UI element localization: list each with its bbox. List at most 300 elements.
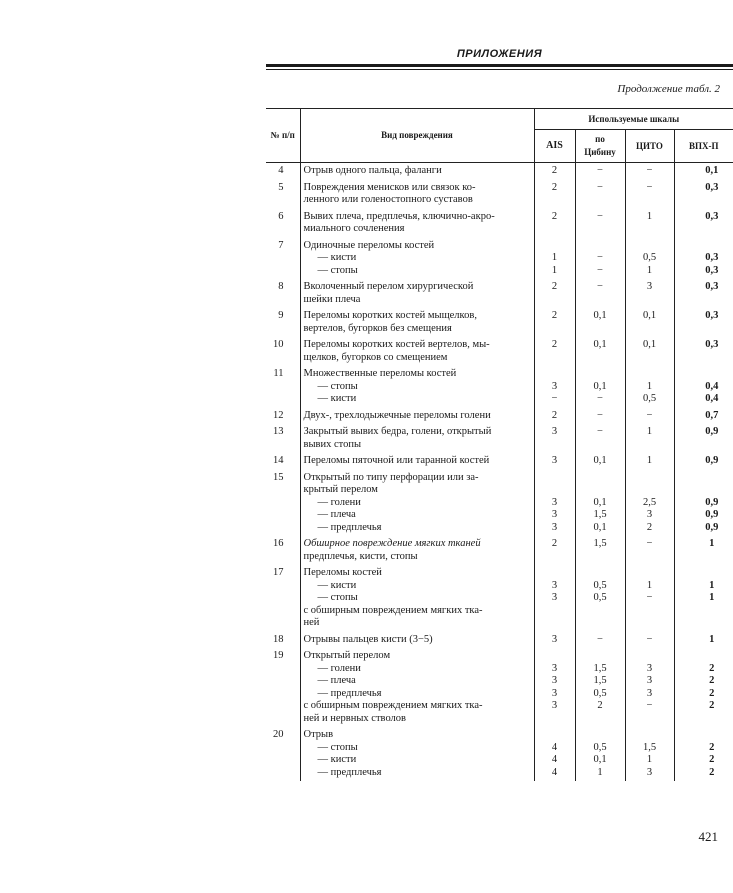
tsito-value: 3	[646, 662, 653, 674]
ais-value: 3	[551, 496, 558, 508]
description-line: щелков, бугорков со смещением	[303, 351, 448, 363]
description-line: Переломы костей	[303, 567, 382, 578]
tsibin-value-cell	[575, 279, 625, 308]
tsito-value-cell	[625, 408, 674, 425]
table-row	[266, 632, 733, 649]
vph-value: 0,7	[705, 409, 719, 421]
tsito-value-cell	[625, 727, 674, 781]
tsito-value	[626, 567, 674, 580]
ais-value-cell	[534, 648, 575, 727]
description-line: крытый перелом	[303, 484, 378, 495]
tsibin-value-cell	[575, 727, 625, 781]
row-number: 5	[278, 181, 284, 193]
tsito-value: −	[646, 165, 653, 176]
vph-value-cell	[674, 632, 733, 649]
vph-value: 0,3	[705, 252, 719, 263]
ais-value: 1	[551, 252, 558, 263]
tsito-value: 3	[646, 509, 653, 520]
injury-description	[300, 453, 534, 470]
ais-value: 3	[551, 579, 558, 591]
ais-value-cell	[534, 470, 575, 537]
tsibin-value: 0,1	[593, 380, 607, 392]
vph-value: 1	[709, 579, 715, 591]
description-line: Вколоченный перелом хирургической	[303, 281, 474, 292]
table-row	[266, 308, 733, 337]
table-row	[266, 727, 733, 781]
tsito-value: 3	[646, 281, 653, 292]
tsibin-value: −	[597, 426, 603, 437]
description-line: — предплечья	[317, 766, 382, 778]
tsito-value: 1,5	[642, 741, 657, 753]
description-line: Обширное повреждение мягких тканей	[303, 538, 481, 549]
table-row	[266, 163, 733, 180]
injury-description	[300, 337, 534, 366]
tsito-value-cell	[625, 648, 674, 727]
tsito-value: −	[646, 592, 653, 603]
tsibin-value	[576, 472, 625, 485]
tsito-value: 3	[646, 766, 653, 778]
tsibin-value	[576, 650, 625, 663]
table-row	[266, 565, 733, 632]
tsibin-value: 0,1	[593, 339, 607, 350]
tsibin-value: 1,5	[593, 662, 607, 674]
tsito-value-cell	[625, 366, 674, 408]
tsito-value-cell	[625, 308, 674, 337]
tsito-value: 2	[646, 521, 653, 533]
description-line: — стопы	[317, 741, 358, 753]
description-line: вертелов, бугорков без смещения	[303, 322, 452, 334]
vph-value-cell	[674, 180, 733, 209]
tsibin-value: −	[597, 409, 603, 421]
tsito-value: 1	[646, 264, 653, 276]
tsito-value	[626, 729, 674, 742]
ais-value	[535, 567, 575, 580]
ais-value: 2	[551, 281, 558, 292]
vph-value: 2	[709, 675, 715, 686]
ais-value-cell	[534, 632, 575, 649]
row-number: 13	[273, 426, 284, 437]
tsito-value	[626, 484, 674, 497]
tsito-value: 0,5	[642, 393, 657, 404]
tsibin-value-cell	[575, 453, 625, 470]
tsibin-value	[576, 567, 625, 580]
header-number: № п/п	[266, 109, 300, 163]
tsibin-value-cell	[575, 337, 625, 366]
table-row	[266, 337, 733, 366]
ais-value-cell	[534, 308, 575, 337]
header-rule-thin	[266, 69, 733, 70]
vph-value	[691, 472, 733, 485]
description-line: ленного или голеностопного суставов	[303, 194, 473, 205]
tsibin-value: −	[597, 393, 603, 404]
vph-value	[691, 729, 733, 742]
injury-description	[300, 366, 534, 408]
ais-value-cell	[534, 238, 575, 280]
header-vph: ВПХ-П	[674, 130, 733, 163]
tsito-value-cell	[625, 632, 674, 649]
header-ais: AIS	[534, 130, 575, 163]
tsito-value: 0,5	[642, 252, 657, 263]
description-line: Повреждения менисков или связок ко-	[303, 181, 476, 193]
description-line: — плеча	[317, 509, 356, 520]
tsibin-value: −	[597, 165, 603, 176]
tsibin-value-cell	[575, 565, 625, 632]
tsibin-value-cell	[575, 163, 625, 180]
description-line: Вывих плеча, предплечья, ключично-акро-	[303, 210, 495, 222]
ais-value	[535, 650, 575, 663]
tsibin-value: −	[597, 181, 603, 193]
description-line: Отрывы пальцев кисти (3−5)	[303, 633, 433, 645]
tsibin-value: 0,1	[593, 496, 607, 508]
injury-description	[300, 408, 534, 425]
ais-value: 2	[551, 165, 558, 176]
tsito-value: 0,1	[642, 339, 657, 350]
description-line: — кисти	[317, 754, 357, 765]
description-line: — голени	[317, 496, 361, 508]
vph-value	[691, 240, 733, 253]
vph-value: 0,9	[705, 521, 719, 533]
tsibin-value-cell	[575, 238, 625, 280]
tsito-value-cell	[625, 424, 674, 453]
vph-value: 2	[709, 662, 715, 674]
vph-value: 0,3	[705, 264, 719, 276]
description-line: Отрыв одного пальца, фаланги	[303, 165, 442, 176]
table-row	[266, 180, 733, 209]
vph-value: 0,9	[705, 426, 719, 437]
tsito-value-cell	[625, 536, 674, 565]
injury-description	[300, 565, 534, 632]
injury-description	[300, 727, 534, 781]
ais-value	[535, 368, 575, 381]
tsibin-value-cell	[575, 470, 625, 537]
page-number: 421	[698, 829, 718, 844]
tsibin-value: 1,5	[593, 509, 607, 520]
description-line: миального сочленения	[303, 223, 405, 234]
ais-value-cell	[534, 424, 575, 453]
description-line: — голени	[317, 662, 361, 674]
description-line: Переломы пяточной или таранной костей	[303, 455, 490, 466]
ais-value: 3	[551, 509, 558, 520]
header-rule-thick	[266, 64, 733, 67]
header-injury-kind: Вид повреждения	[300, 109, 534, 163]
vph-value: 2	[709, 754, 715, 765]
tsito-value: −	[646, 633, 653, 645]
description-line: Множественные переломы костей	[303, 368, 457, 379]
tsito-value	[626, 650, 674, 663]
tsito-value: 3	[646, 687, 653, 699]
row-number: 12	[273, 409, 284, 421]
tsibin-value-cell	[575, 209, 625, 238]
table-row	[266, 238, 733, 280]
ais-value-cell	[534, 408, 575, 425]
tsibin-value-cell	[575, 408, 625, 425]
tsibin-value: 0,5	[593, 592, 607, 603]
vph-value: 0,1	[705, 165, 719, 176]
ais-value-cell	[534, 337, 575, 366]
vph-value: 0,9	[705, 455, 719, 466]
tsito-value-cell	[625, 279, 674, 308]
tsibin-value: 0,5	[593, 579, 607, 591]
description-line: с обширным повреждением мягких тка-	[303, 700, 483, 711]
row-number: 15	[273, 471, 284, 483]
tsibin-value: −	[597, 252, 603, 263]
ais-value: 3	[551, 521, 558, 533]
description-line: — предплечья	[317, 687, 382, 699]
tsito-value: 1	[646, 380, 653, 392]
table-row	[266, 470, 733, 537]
vph-value-cell	[674, 408, 733, 425]
ais-value	[535, 472, 575, 485]
tsito-value-cell	[625, 209, 674, 238]
description-line: — стопы	[317, 592, 358, 603]
ais-value: 3	[551, 675, 558, 686]
vph-value-cell	[674, 366, 733, 408]
tsibin-value-cell	[575, 424, 625, 453]
vph-value-cell	[674, 238, 733, 280]
tsibin-value: 1,5	[593, 675, 607, 686]
description-line: Двух-, трехлодыжечные переломы голени	[303, 409, 491, 421]
vph-value-cell	[674, 337, 733, 366]
tsibin-value	[576, 368, 625, 381]
tsito-value-cell	[625, 565, 674, 632]
tsibin-value: −	[597, 210, 603, 222]
description-line: — стопы	[317, 380, 358, 392]
header-tsibin: по Цибину	[575, 130, 625, 163]
tsito-value: 3	[646, 675, 653, 686]
description-line: — стопы	[317, 264, 358, 276]
description-line: — кисти	[317, 393, 357, 404]
vph-value-cell	[674, 453, 733, 470]
vph-value: 0,3	[705, 310, 719, 321]
tsibin-value: 1,5	[593, 538, 607, 549]
injury-description	[300, 163, 534, 180]
injury-description	[300, 424, 534, 453]
tsibin-value-cell	[575, 632, 625, 649]
tsito-value-cell	[625, 470, 674, 537]
table-row	[266, 408, 733, 425]
vph-value: 0,4	[705, 380, 719, 392]
description-line: Открытый по типу перфорации или за-	[303, 471, 479, 483]
tsibin-value-cell	[575, 180, 625, 209]
vph-value: 0,3	[705, 339, 719, 350]
ais-value: 3	[551, 426, 558, 437]
ais-value	[535, 484, 575, 497]
tsito-value-cell	[625, 337, 674, 366]
injury-description	[300, 470, 534, 537]
table-row	[266, 453, 733, 470]
injury-description	[300, 209, 534, 238]
description-line: предплечья, кисти, стопы	[303, 550, 418, 562]
tsito-value: 1	[646, 455, 653, 466]
vph-value: 2	[709, 741, 715, 753]
tsito-value-cell	[625, 238, 674, 280]
description-line: Отрыв	[303, 729, 334, 740]
description-line: Переломы коротких костей мыщелков,	[303, 310, 477, 321]
row-number: 10	[273, 339, 284, 350]
vph-value-cell	[674, 648, 733, 727]
ais-value: 3	[551, 687, 558, 699]
vph-value-cell	[674, 308, 733, 337]
tsito-value: 1	[646, 426, 653, 437]
ais-value-cell	[534, 453, 575, 470]
tsibin-value: 0,1	[593, 521, 607, 533]
ais-value: 1	[551, 264, 558, 276]
injury-scales-table	[266, 108, 733, 781]
tsibin-value: 0,1	[593, 754, 607, 765]
vph-value: 0,9	[705, 496, 719, 508]
tsito-value: 1	[646, 210, 653, 222]
table-row	[266, 536, 733, 565]
injury-description	[300, 180, 534, 209]
row-number: 16	[273, 538, 284, 549]
vph-value-cell	[674, 565, 733, 632]
tsito-value-cell	[625, 180, 674, 209]
tsibin-value: −	[597, 633, 603, 645]
vph-value	[691, 567, 733, 580]
row-number: 17	[273, 567, 284, 578]
ais-value: 3	[551, 633, 558, 645]
vph-value: 0,3	[705, 210, 719, 222]
tsibin-value: −	[597, 264, 603, 276]
tsito-value: −	[646, 700, 653, 711]
tsito-value: 0,1	[642, 310, 657, 321]
tsito-value: 1	[646, 579, 653, 591]
row-number: 11	[273, 368, 284, 379]
ais-value-cell	[534, 209, 575, 238]
tsibin-value-cell	[575, 308, 625, 337]
ais-value: 2	[551, 339, 558, 350]
ais-value: 3	[551, 592, 558, 603]
tsito-value-cell	[625, 453, 674, 470]
row-number: 20	[273, 729, 284, 740]
vph-value-cell	[674, 536, 733, 565]
tsibin-value-cell	[575, 648, 625, 727]
row-number: 4	[266, 163, 300, 180]
tsibin-value: 0,1	[593, 455, 607, 466]
vph-value-cell	[674, 727, 733, 781]
tsito-value-cell	[625, 163, 674, 180]
tsibin-value: −	[597, 281, 603, 292]
injury-description	[300, 648, 534, 727]
tsito-value	[626, 368, 674, 381]
ais-value: 3	[551, 662, 558, 674]
description-line: Одиночные переломы костей	[303, 239, 435, 251]
tsibin-value-cell	[575, 366, 625, 408]
row-number: 6	[278, 210, 284, 222]
ais-value-cell	[534, 565, 575, 632]
description-line: Переломы коротких костей вертелов, мы-	[303, 339, 490, 350]
description-line: ней	[303, 617, 320, 628]
ais-value: 4	[551, 754, 558, 765]
tsito-value	[626, 472, 674, 485]
row-number: 18	[273, 633, 284, 645]
table-row	[266, 648, 733, 727]
section-title: ПРИЛОЖЕНИЯ	[456, 48, 543, 60]
header-tsito: ЦИТО	[625, 130, 674, 163]
description-line: — кисти	[317, 252, 357, 263]
tsito-value: −	[646, 409, 653, 421]
ais-value: 4	[551, 741, 558, 753]
table-row	[266, 209, 733, 238]
ais-value-cell	[534, 727, 575, 781]
tsibin-value: 0,5	[593, 741, 607, 753]
description-line: шейки плеча	[303, 293, 361, 305]
row-number: 7	[278, 239, 284, 251]
table-row	[266, 366, 733, 408]
ais-value	[535, 240, 575, 253]
vph-value: 1	[709, 538, 715, 549]
ais-value-cell	[534, 366, 575, 408]
ais-value-cell	[534, 536, 575, 565]
vph-value: 2	[709, 700, 715, 711]
tsibin-value	[576, 484, 625, 497]
injury-description	[300, 308, 534, 337]
ais-value: 2	[551, 310, 558, 321]
row-number: 19	[273, 650, 284, 661]
injury-description	[300, 632, 534, 649]
vph-value	[691, 650, 733, 663]
vph-value: 2	[709, 687, 715, 699]
row-number: 9	[278, 310, 284, 321]
injury-description	[300, 279, 534, 308]
description-line: Открытый перелом	[303, 650, 391, 661]
tsito-value: 1	[646, 754, 653, 765]
injury-description	[300, 536, 534, 565]
tsibin-value: 0,1	[593, 310, 607, 321]
table-row	[266, 279, 733, 308]
tsito-value: 2,5	[642, 496, 657, 508]
ais-value: 2	[551, 181, 558, 193]
vph-value: 0,3	[705, 181, 719, 193]
ais-value	[535, 729, 575, 742]
tsibin-value	[576, 240, 625, 253]
vph-value: 1	[709, 592, 715, 603]
description-line: — плеча	[317, 675, 356, 686]
row-number: 8	[278, 281, 284, 292]
ais-value: 3	[551, 700, 558, 711]
vph-value-cell	[674, 209, 733, 238]
ais-value-cell	[534, 163, 575, 180]
vph-value-cell	[674, 279, 733, 308]
injury-description	[300, 238, 534, 280]
description-line: вывих стопы	[303, 438, 361, 450]
ais-value: 2	[551, 409, 558, 421]
table-row	[266, 424, 733, 453]
tsibin-value: 2	[597, 700, 603, 711]
ais-value-cell	[534, 279, 575, 308]
vph-value-cell	[674, 163, 733, 180]
ais-value: 4	[551, 766, 558, 778]
tsito-value: −	[646, 181, 653, 193]
vph-value	[691, 368, 733, 381]
description-line: с обширным повреждением мягких тка-	[303, 604, 483, 616]
tsito-value	[626, 240, 674, 253]
table-continuation-caption: Продолжение табл. 2	[617, 83, 720, 95]
description-line: Закрытый вывих бедра, голени, открытый	[303, 426, 492, 437]
ais-value-cell	[534, 180, 575, 209]
vph-value-cell	[674, 424, 733, 453]
ais-value: 2	[551, 210, 558, 222]
description-line: — предплечья	[317, 521, 382, 533]
ais-value: 2	[551, 538, 558, 549]
vph-value: 2	[709, 766, 715, 778]
ais-value: 3	[551, 455, 558, 466]
tsibin-value: 0,5	[593, 687, 607, 699]
vph-value-cell	[674, 470, 733, 537]
description-line: — кисти	[317, 579, 357, 591]
tsibin-value-cell	[575, 536, 625, 565]
vph-value	[691, 484, 733, 497]
